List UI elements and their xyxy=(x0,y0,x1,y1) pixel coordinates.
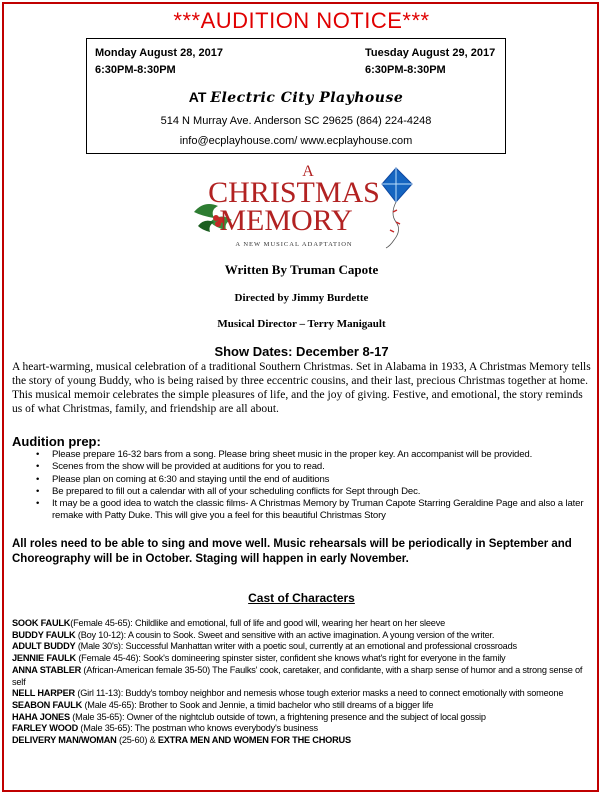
list-item xyxy=(12,735,594,747)
list-item: • It may be a good idea to watch the classic films- A Christmas Memory by Truman Capote Starring Geraldine Page and also a later remake with Patty Duke. This will give you a feel for this beautiful Christmas Story xyxy=(12,498,592,523)
character-desc: (Boy 10-12): A cousin to Sook. Sweet and sensitive with an active imagination. A young version of the writer. xyxy=(75,629,495,640)
list-item: • Be prepared to fill out a calendar with all of your scheduling conflicts for Sept through Dec. xyxy=(12,486,592,498)
venue-line xyxy=(87,89,505,106)
character-name: SEABON FAULK xyxy=(12,699,83,710)
character-desc: (Male 35-65): Owner of the nightclub outside of town, a frightening presence and the subject of local gossip xyxy=(69,711,486,722)
character-name: SOOK FAULK xyxy=(12,618,71,628)
character-name: ANNA STABLER xyxy=(12,664,82,675)
character-name: JENNIE FAULK xyxy=(12,653,76,664)
list-item xyxy=(12,665,594,688)
list-item: • Scenes from the show will be provided at auditions for you to read. xyxy=(12,461,592,473)
character-name: DELIVERY MAN/WOMAN xyxy=(12,735,117,746)
musical-director: Musical Director – Terry Manigault xyxy=(217,318,386,330)
list-item: • Please plan on coming at 6:30 and staying until the end of auditions xyxy=(12,474,592,486)
list-item xyxy=(12,653,594,665)
cast-list xyxy=(12,618,594,747)
character-desc: (Male 30's): Successful Manhattan writer with a poetic soul, currently at an emotional and professional crossroads xyxy=(75,641,517,652)
audition-prep-heading: Audition prep: xyxy=(12,434,101,449)
audition-day-1 xyxy=(95,45,223,79)
character-name: BUDDY FAULK xyxy=(12,629,76,640)
list-item xyxy=(12,712,594,724)
character-desc: (Girl 11-13): Buddy's tomboy neighbor and nemesis whose tough exterior masks a need to connect emotionally with someone xyxy=(74,688,564,699)
kite-icon xyxy=(382,168,412,248)
show-description: A heart-warming, musical celebration of a traditional Southern Christmas. Set in Alabama in 1933, A Christmas Memory tells the story of young Buddy, who is being raised by three eccentric cousins, and their last, precious Christmas together at home. This musical memoir celebrates the simple pleasures of life, and the joy of giving. Festive, and emotional, the story reminds us of what Christmas, family, and friendship are all about. xyxy=(12,361,591,415)
audition-info-box xyxy=(86,38,506,154)
written-by: Written By Truman Capote xyxy=(224,262,379,277)
audition-prep-list xyxy=(12,449,592,523)
logo-line-3: MEMORY xyxy=(219,204,353,237)
chorus-note: EXTRA MEN AND WOMEN FOR THE CHORUS xyxy=(157,735,351,746)
list-item xyxy=(12,630,594,642)
list-item xyxy=(12,641,594,653)
day-2-date: Tuesday August 29, 2017 xyxy=(365,47,496,59)
day-1-time: 6:30PM-8:30PM xyxy=(95,64,176,76)
character-desc: (Female 45-65): Childlike and emotional, full of life and good will, wearing her heart on her sleeve xyxy=(70,618,446,628)
logo-line-1: A xyxy=(302,163,314,180)
list-item: • Please prepare 16-32 bars from a song. Please bring sheet music in the proper key. An accompanist will be provided. xyxy=(12,449,592,461)
venue-address: 514 N Murray Ave. Anderson SC 29625 (864) 224-4248 xyxy=(160,115,432,127)
day-2-time: 6:30PM-8:30PM xyxy=(365,64,446,76)
show-logo xyxy=(190,160,420,250)
character-desc: (Male 45-65): Brother to Sook and Jennie, a timid bachelor who still dreams of a bigger life xyxy=(82,699,434,710)
character-desc: (African-American female 35-50) The Faulks' cook, caretaker, and confidante, with a sharp sense of humor and a strong sense of self xyxy=(12,664,583,687)
character-desc: (25-60) & xyxy=(116,735,158,746)
venue-name: Electric City Playhouse xyxy=(210,90,404,106)
day-1-date: Monday August 28, 2017 xyxy=(95,47,223,59)
character-name: FARLEY WOOD xyxy=(12,723,79,734)
logo-subtitle: A NEW MUSICAL ADAPTATION xyxy=(235,241,353,248)
character-desc: (Female 45-46): Sook's domineering spinster sister, confident she knows what's right for everyone in the family xyxy=(75,653,506,664)
list-item xyxy=(12,688,594,700)
list-item xyxy=(12,723,594,735)
logo-line-2: CHRISTMAS xyxy=(208,176,380,209)
notice-title: ***AUDITION NOTICE*** xyxy=(173,8,430,33)
list-item xyxy=(12,700,594,712)
venue-contact: info@ecplayhouse.com/ www.ecplayhouse.com xyxy=(179,135,413,147)
directed-by: Directed by Jimmy Burdette xyxy=(234,292,369,304)
audition-day-2 xyxy=(365,45,495,79)
character-name: HAHA JONES xyxy=(12,711,70,722)
all-roles-note: All roles need to be able to sing and move well. Music rehearsals will be periodically in September and Choreography will be in October. Staging will happen in early November. xyxy=(12,538,572,565)
at-label: AT xyxy=(188,89,207,105)
cast-heading: Cast of Characters xyxy=(248,591,355,605)
character-name: NELL HARPER xyxy=(12,688,75,699)
character-name: ADULT BUDDY xyxy=(12,641,76,652)
show-dates: Show Dates: December 8-17 xyxy=(214,344,389,359)
list-item xyxy=(12,618,594,630)
character-desc: (Male 35-65): The postman who knows everybody's business xyxy=(78,723,318,734)
